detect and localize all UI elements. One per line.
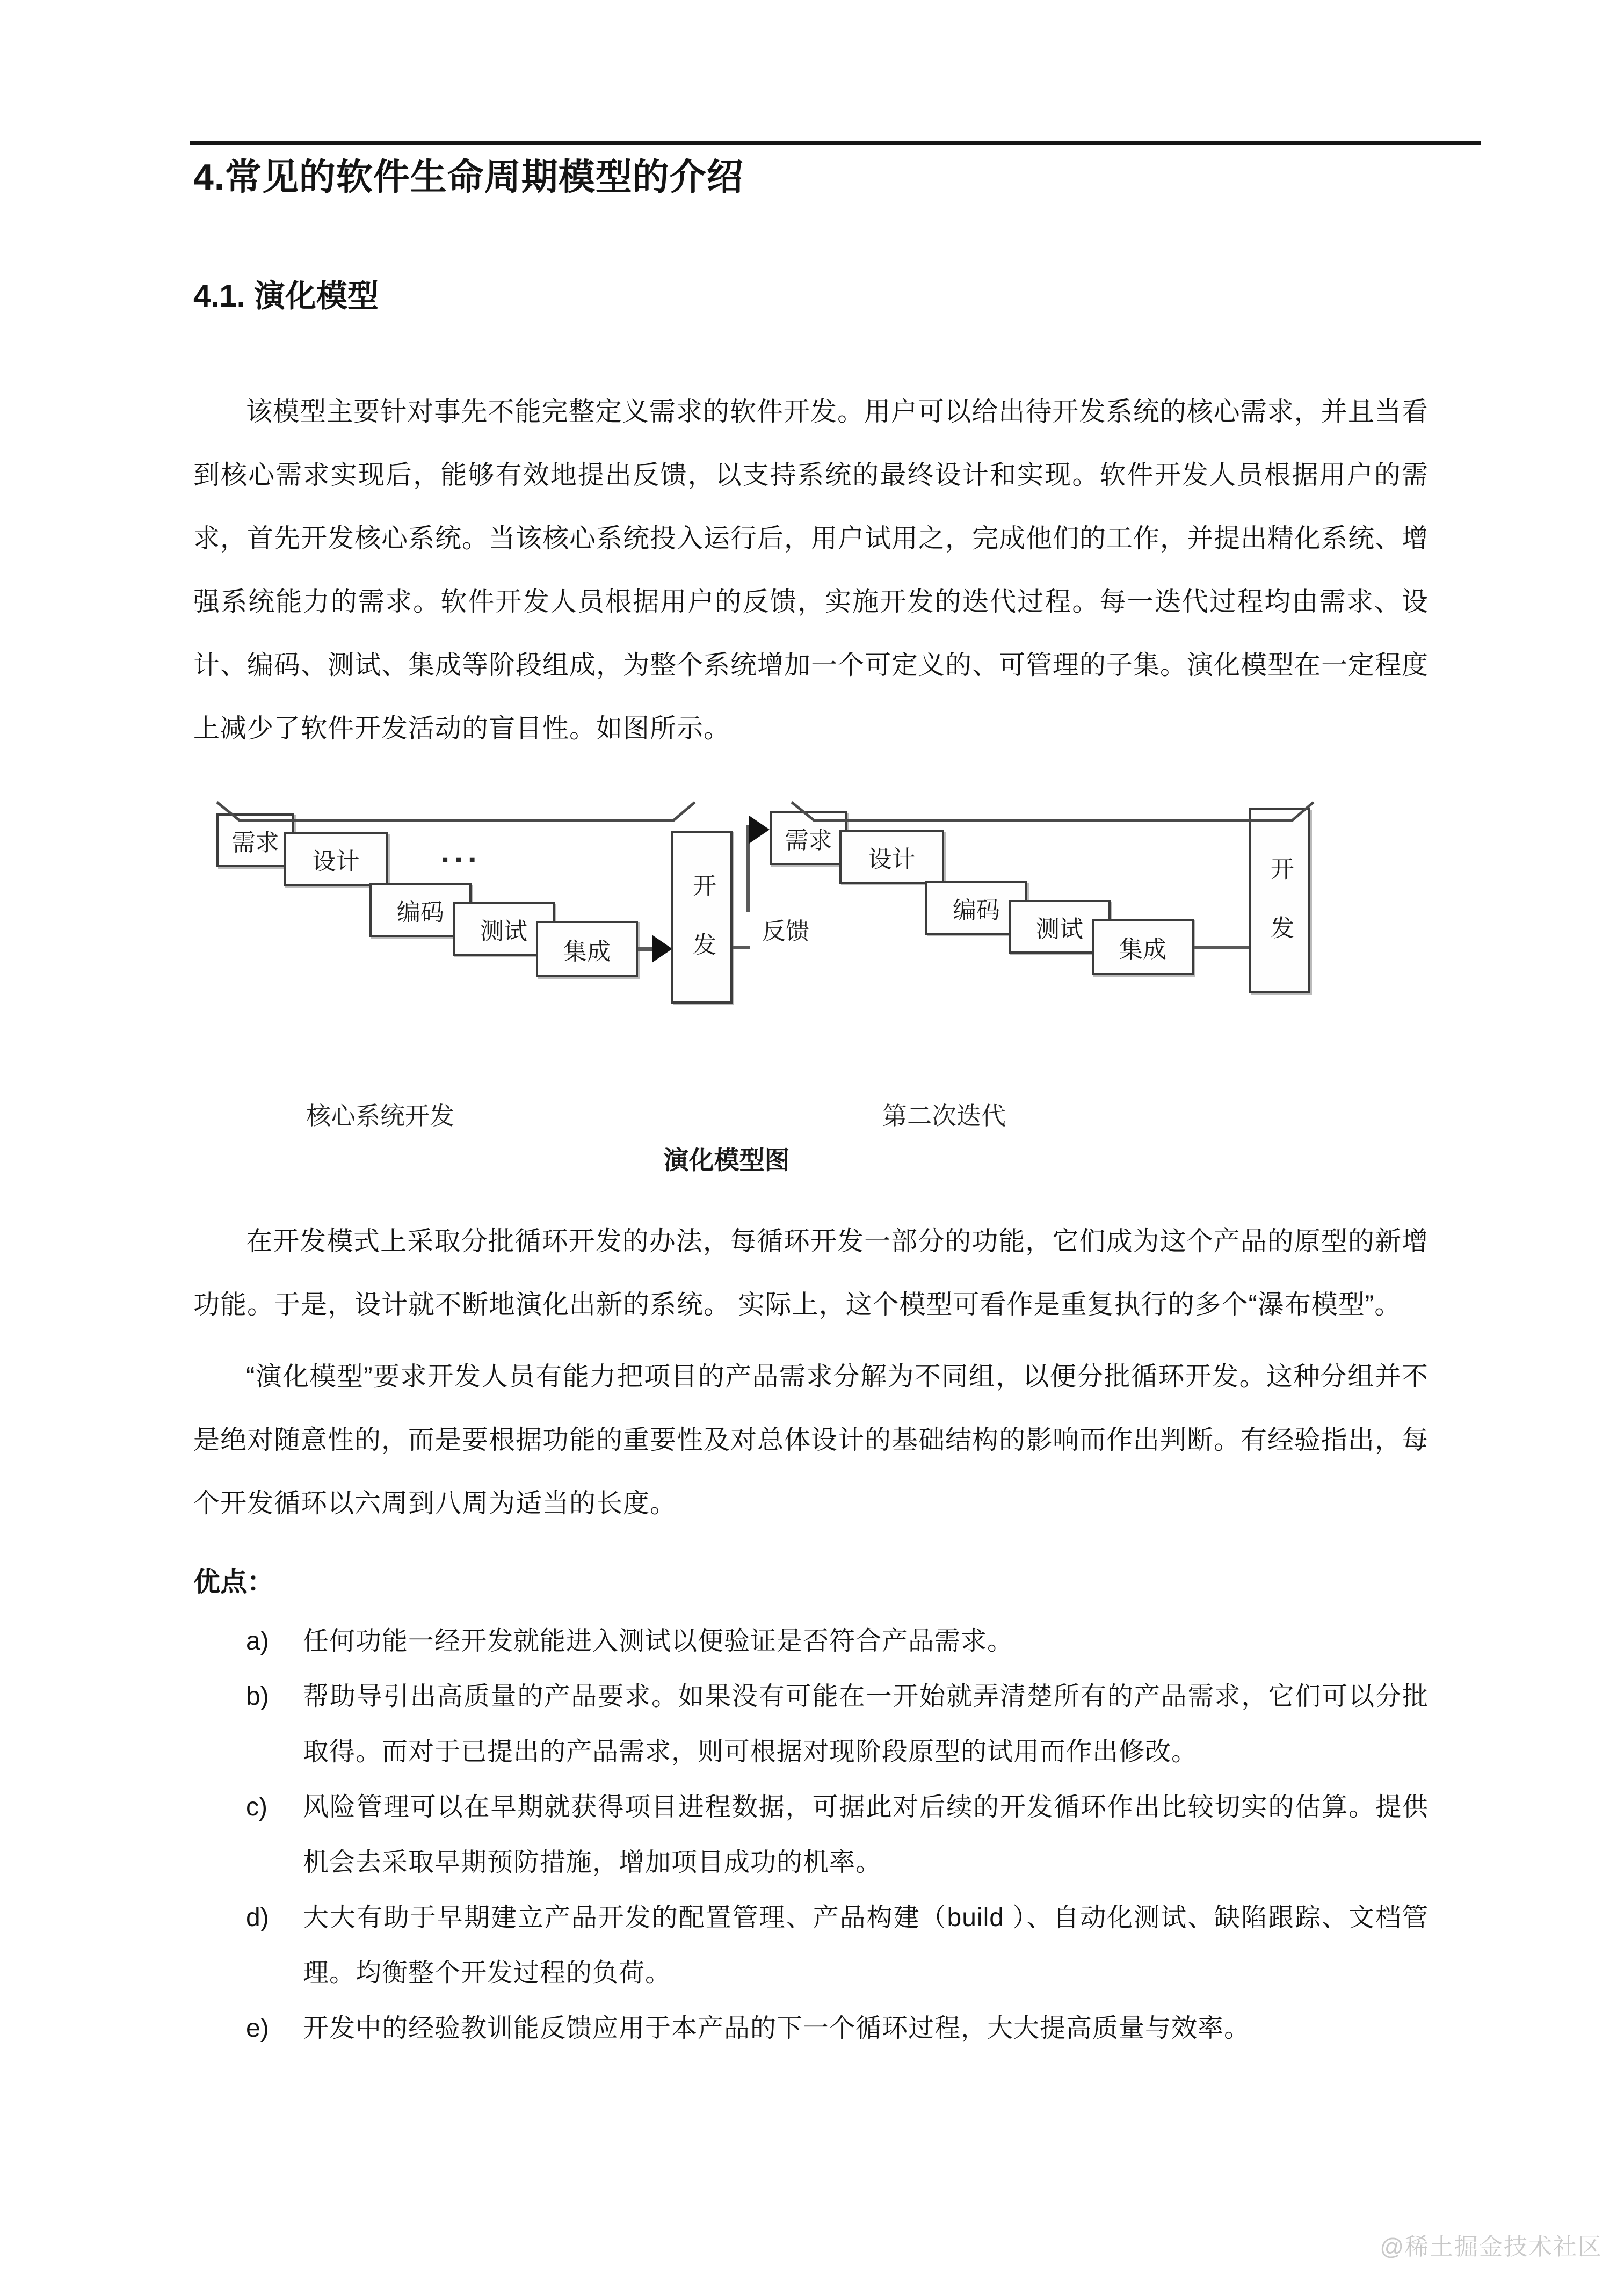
advantage-item-d xyxy=(193,1890,1429,2001)
line-integration-to-development-2 xyxy=(1194,946,1249,949)
braces-graphic xyxy=(208,800,1444,839)
advantage-marker: e) xyxy=(246,2014,269,2043)
page-content xyxy=(193,0,1429,2056)
subsection-title: 4.1. 演化模型 xyxy=(193,279,379,314)
arrowhead-integration-to-development-1 xyxy=(652,935,672,963)
advantage-marker: d) xyxy=(246,1903,269,1932)
diagram-caption: 演化模型图 xyxy=(663,1146,790,1174)
ellipsis-label: ... xyxy=(440,832,481,870)
brace-left xyxy=(217,802,695,820)
brace-label-core-system: 核心系统开发 xyxy=(306,1102,454,1130)
diagram-box-design-2: 设计 xyxy=(839,830,944,884)
advantage-text: 开发中的经验教训能反馈应用于本产品的下一个循环过程，大大提高质量与效率。 xyxy=(303,2014,1251,2043)
diagram-box-integration-2: 集成 xyxy=(1092,919,1194,975)
advantage-item-c xyxy=(193,1779,1429,1890)
diagram-box-integration-1: 集成 xyxy=(536,921,638,977)
diagram-box-testing-1: 测试 xyxy=(453,902,555,956)
advantage-item-a xyxy=(193,1614,1429,1669)
advantage-item-e xyxy=(193,2001,1429,2056)
diagram-box-coding-1: 编码 xyxy=(369,883,472,937)
advantage-text: 风险管理可以在早期就获得项目进程数据，可据此对后续的开发循环作出比较切实的估算。提供机会去采取早期预防措施，增加项目成功的机率。 xyxy=(303,1793,1429,1877)
diagram-box-coding-2: 编码 xyxy=(925,881,1027,935)
advantage-marker: a) xyxy=(246,1627,269,1655)
advantages-heading: 优点： xyxy=(193,1567,274,1597)
feedback-label: 反馈 xyxy=(762,918,809,944)
brace-right xyxy=(792,802,1314,820)
advantage-text: 大大有助于早期建立产品开发的配置管理、产品构建（build ）、自动化测试、缺陷跟踪、文档管理。均衡整个开发过程的负荷。 xyxy=(303,1903,1429,1987)
diagram-box-development-2: 开发 xyxy=(1249,808,1310,993)
advantages-list xyxy=(193,1614,1429,2056)
diagram-box-requirements-2: 需求 xyxy=(770,811,847,865)
header-rule xyxy=(190,141,1481,145)
diagram-box-development-1: 开发 xyxy=(671,831,733,1004)
diagram-box-design-1: 设计 xyxy=(284,832,388,886)
advantage-text: 任何功能一经开发就能进入测试以便验证是否符合产品需求。 xyxy=(303,1627,1014,1655)
paragraph-batch-cycle: 在开发模式上采取分批循环开发的办法，每循环开发一部分的功能，它们成为这个产品的原型的新增功能。于是，设计就不断地演化出新的系统。 实际上，这个模型可看作是重复执行的多个“瀑布模型”。 xyxy=(193,1227,1429,1319)
diagram-box-requirements-1: 需求 xyxy=(216,813,294,867)
diagram-box-testing-2: 测试 xyxy=(1009,900,1111,954)
section-title: 4.常见的软件生命周期模型的介绍 xyxy=(193,157,744,198)
paragraph-grouping: “演化模型”要求开发人员有能力把项目的产品需求分解为不同组，以便分批循环开发。这种分组并不是绝对随意性的，而是要根据功能的重要性及对总体设计的基础结构的影响而作出判断。有经验指出，每个开发循环以六周到八周为适当的长度。 xyxy=(193,1362,1429,1518)
advantage-marker: c) xyxy=(246,1793,267,1821)
advantage-item-b xyxy=(193,1669,1429,1779)
evolution-model-diagram xyxy=(208,800,1444,1176)
advantage-text: 帮助导引出高质量的产品要求。如果没有可能在一开始就弄清楚所有的产品需求，它们可以分批取得。而对于已提出的产品需求，则可根据对现阶段原型的试用而作出修改。 xyxy=(303,1682,1429,1766)
paragraph-model-intro: 该模型主要针对事先不能完整定义需求的软件开发。用户可以给出待开发系统的核心需求，并且当看到核心需求实现后，能够有效地提出反馈，以支持系统的最终设计和实现。软件开发人员根据用户的需求，首先开发核心系统。当该核心系统投入运行后，用户试用之，完成他们的工作，并提出精化系统、增强系统能力的需求。软件开发人员根据用户的反馈，实施开发的迭代过程。每一迭代过程均由需求、设计、编码、测试、集成等阶段组成，为整个系统增加一个可定义的、可管理的子集。演化模型在一定程度上减少了软件开发活动的盲目性。如图所示。 xyxy=(193,397,1429,743)
advantage-marker: b) xyxy=(246,1682,269,1711)
brace-label-second-iteration: 第二次迭代 xyxy=(882,1102,1006,1130)
watermark: @稀土掘金技术社区 xyxy=(1380,2234,1603,2260)
